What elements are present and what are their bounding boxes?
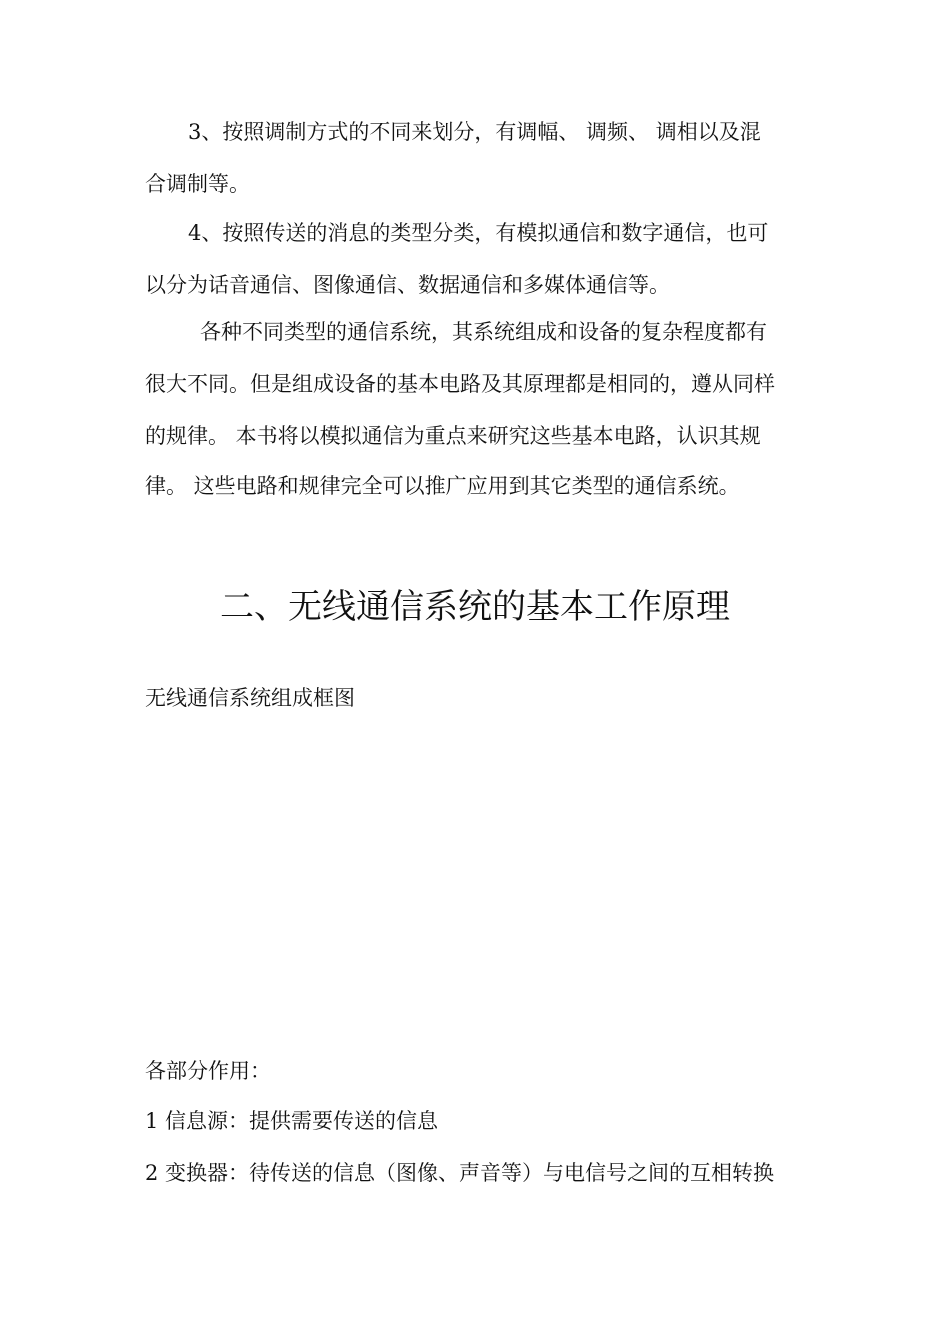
paragraph-5-line-3: 的规律。 本书将以模拟通信为重点来研究这些基本电路，认识其规 [145,424,761,448]
paragraph-4-line-2: 以分为话音通信、图像通信、数据通信和多媒体通信等。 [145,273,670,297]
paragraph-3-line-2: 合调制等。 [145,172,250,196]
section-heading: 二、无线通信系统的基本工作原理 [220,587,730,627]
paragraph-3-line-1: 3、按照调制方式的不同来划分，有调幅、 调频、 调相以及混 [188,120,761,144]
figure-placeholder [145,725,810,1045]
figure-caption: 无线通信系统组成框图 [145,686,355,710]
list-item: 2 变换器：待传送的信息（图像、声音等）与电信号之间的互相转换 [145,1161,775,1185]
list-item: 1 信息源：提供需要传送的信息 [145,1109,439,1133]
parts-title: 各部分作用： [145,1059,271,1083]
paragraph-5-line-4: 律。 这些电路和规律完全可以推广应用到其它类型的通信系统。 [145,474,740,498]
paragraph-5-line-1: 各种不同类型的通信系统，其系统组成和设备的复杂程度都有 [200,320,767,344]
paragraph-5-line-2: 很大不同。但是组成设备的基本电路及其原理都是相同的，遵从同样 [145,372,775,396]
paragraph-4-line-1: 4、按照传送的消息的类型分类，有模拟通信和数字通信，也可 [188,221,769,245]
